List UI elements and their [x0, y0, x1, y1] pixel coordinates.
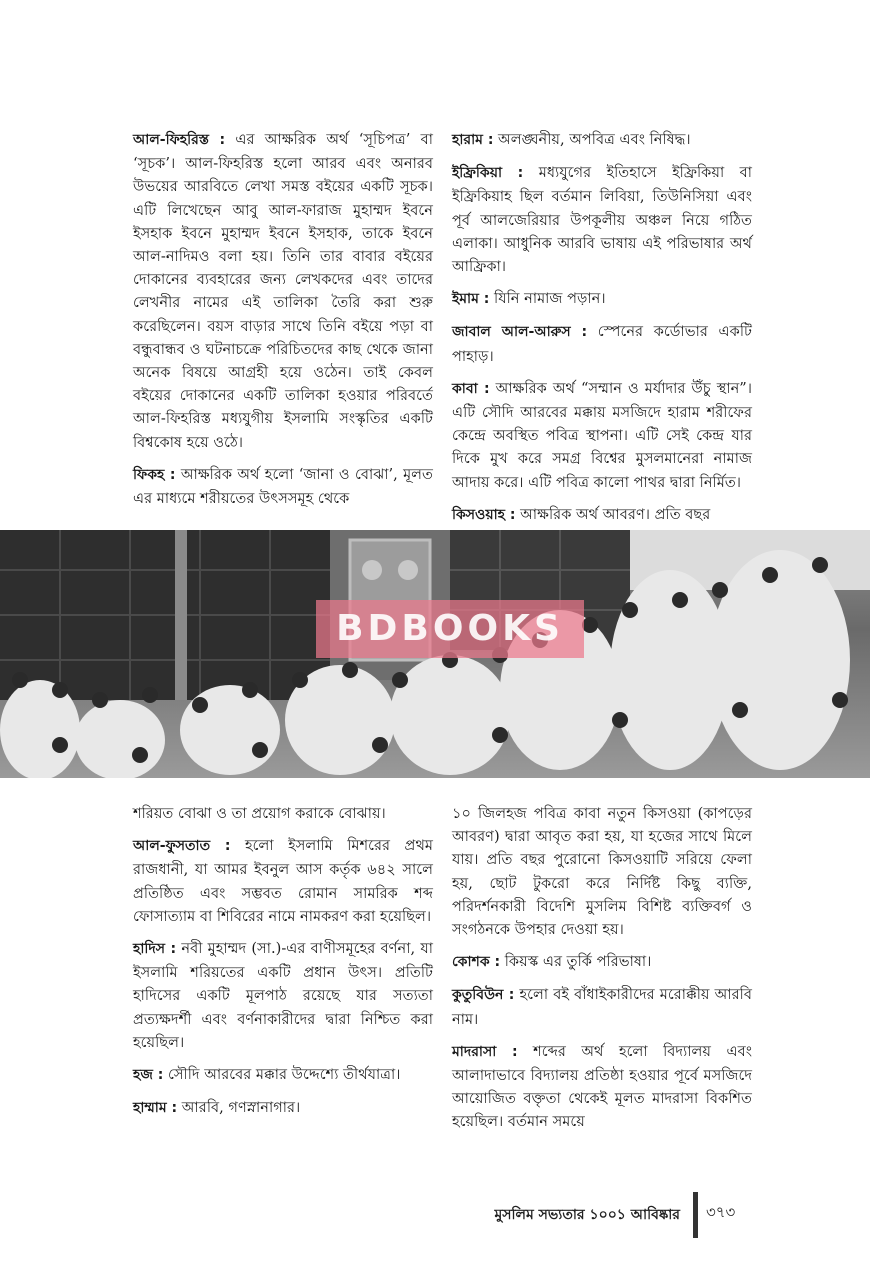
glossary-definition: নবী মুহাম্মদ (সা.)-এর বাণীসমূহের বর্ণনা, যা ইসলামি শরিয়তের একটি প্রধান উৎস। প্রতিটি হাদিসের একটি মূলপাঠ রয়েছে যার সত্যতা প্রত্যক্ষদর্শী এবং বর্ণনাকারীদের দ্বারা নিশ্চিত করা হয়েছিল।	[133, 940, 433, 1051]
glossary-term: হাদিস :	[133, 941, 177, 958]
glossary-definition: স্পেনের কর্ডোভার একটি পাহাড়।	[452, 323, 752, 365]
glossary-term: হারাম :	[452, 132, 494, 148]
glossary-entry	[452, 950, 752, 974]
glossary-entry	[452, 1040, 752, 1134]
glossary-term: কিসওয়াহ :	[452, 506, 516, 523]
glossary-entry	[452, 377, 752, 494]
glossary-term: কুতুবিউন :	[452, 987, 515, 1004]
glossary-entry	[133, 802, 433, 825]
glossary-definition: সৌদি আরবের মক্কার উদ্দেশ্যে তীর্থযাত্রা।	[163, 1066, 401, 1084]
glossary-term: হাম্মাম :	[133, 1100, 178, 1117]
glossary-entry	[452, 320, 752, 367]
glossary-definition: কিয়স্ক এর তুর্কি পরিভাষা।	[500, 953, 652, 971]
page-number: ৩৭৩	[706, 1203, 736, 1221]
glossary-definition: আক্ষরিক অর্থ হলো ‘জানা ও বোঝা’, মূলত এর মাধ্যমে শরীয়তের উৎসসমূহ থেকে	[133, 465, 434, 508]
glossary-term: জাবাল আল-আরুস :	[452, 324, 588, 341]
glossary-definition: হলো বই বাঁধাইকারীদের মরোক্কীয় আরবি নাম।	[452, 986, 752, 1028]
glossary-entry	[133, 128, 433, 454]
glossary-term: আল-ফিহরিস্ত :	[133, 132, 226, 148]
glossary-definition: এর আক্ষরিক অর্থ ‘সূচিপত্র’ বা ‘সূচক’। আল-ফিহরিস্ত হলো আরব এবং অনারব উভয়ের আরবিতে লেখা সমস্ত বইয়ের একটি সূচক। এটি লিখেছেন আবু আল-ফারাজ মুহাম্মদ ইবনে ইসহাক ইবনে মুহাম্মদ ইবনে ইসহাক, তাকে ইবনে আল-নাদিমও বলা হয়। তিনি তার বাবার বইয়ের দোকানের ব্যবহারের জন্য লেখকদের এবং তাদের লেখনীর নামের এই তালিকা তৈরি করা শুরু করেছিলেন। বয়স বাড়ার সাথে তিনি বইয়ে পড়া বা বন্ধুবান্ধব ও ঘটনাচক্রে পরিচিতদের কাছ থেকে জানা অনেক বিষয়ে আগ্রহী হয়ে ওঠেন। তাই কেবল বইয়ের দোকানের একটি তালিকা হওয়ার পরিবর্তে আল-ফিহরিস্ত মধ্যযুগীয় ইসলামি সংস্কৃতির একটি বিশ্বকোষ হয়ে ওঠে।	[133, 131, 433, 451]
glossary-definition: আক্ষরিক অর্থ “সম্মান ও মর্যাদার উঁচু স্থান”। এটি সৌদি আরবের মক্কায় মসজিদে হারাম শরীফের কেন্দ্রে অবস্থিত পবিত্র স্থাপনা। এটি সেই কেন্দ্র যার দিকে মুখ করে সমগ্র বিশ্বের মুসলমানেরা নামাজ আদায় করে। এটি পবিত্র কালো পাথর দ্বারা নির্মিত।	[452, 379, 752, 491]
running-footer-book-title: মুসলিম সভ্যতার ১০০১ আবিষ্কার	[494, 1207, 680, 1223]
glossary-term: কাবা :	[452, 380, 490, 397]
glossary-entry	[452, 161, 752, 278]
glossary-entry	[133, 834, 433, 928]
glossary-definition: শরিয়ত বোঝা ও তা প্রয়োগ করাকে বোঝায়।	[133, 805, 386, 822]
glossary-definition: হলো ইসলামি মিশরের প্রথম রাজধানী, যা আমর ইবনুল আস কর্তৃক ৬৪২ সালে প্রতিষ্ঠিত এবং সম্ভবত রোমান সামরিক শব্দ ফোসাত্যাম বা শিবিরের নামে নামকরণ করা হয়েছিল।	[133, 837, 433, 925]
glossary-entry	[133, 463, 433, 510]
glossary-entry	[452, 802, 752, 941]
glossary-entry	[452, 287, 752, 311]
glossary-column-top-right	[452, 128, 752, 536]
glossary-entry	[133, 1063, 433, 1087]
glossary-entry	[452, 503, 752, 527]
glossary-definition: আক্ষরিক অর্থ আবরণ। প্রতি বছর	[515, 505, 711, 523]
glossary-definition: শব্দের অর্থ হলো বিদ্যালয় এবং আলাদাভাবে বিদ্যালয় প্রতিষ্ঠা হওয়ার পূর্বে মসজিদে আয়োজিত বক্তৃতা থেকেই মূলত মাদরাসা বিকশিত হয়েছিল। বর্তমান সময়ে	[452, 1042, 752, 1131]
glossary-entry	[452, 128, 752, 152]
glossary-definition: যিনি নামাজ পড়ান।	[489, 290, 606, 308]
glossary-term: ইমাম :	[452, 291, 490, 308]
glossary-term: ফিকহ :	[133, 466, 176, 483]
glossary-term: হজ :	[133, 1067, 164, 1084]
glossary-term: আল-ফুসতাত :	[133, 838, 231, 855]
glossary-term: কোশক :	[452, 954, 501, 971]
watermark: BDBOOKS	[316, 600, 584, 658]
glossary-column-bottom-right	[452, 802, 752, 1143]
glossary-column-bottom-left	[133, 802, 433, 1129]
glossary-definition: আরবি, গণস্নানাগার।	[177, 1099, 301, 1117]
glossary-definition: অলঙ্ঘনীয়, অপবিত্র এবং নিষিদ্ধ।	[493, 131, 691, 148]
footer-divider	[693, 1192, 698, 1238]
glossary-entry	[133, 1096, 433, 1120]
glossary-definition: ১০ জিলহজ পবিত্র কাবা নতুন কিসওয়া (কাপড়ের আবরণ) দ্বারা আবৃত করা হয়, যা হজের সাথে মিলে যায়। প্রতি বছর পুরোনো কিসওয়াটি সরিয়ে ফেলা হয়, ছোট টুকরো করে নির্দিষ্ট কিছু ব্যক্তি, পরিদর্শনকারী বিদেশি মুসলিম বিশিষ্ট ব্যক্তিবর্গ ও সংগঠনকে উপহার দেওয়া হয়।	[452, 805, 752, 939]
glossary-definition: মধ্যযুগের ইতিহাসে ইফ্রিকিয়া বা ইফ্রিকিয়াহ ছিল বর্তমান লিবিয়া, তিউনিসিয়া এবং পূর্ব আলজেরিয়ার উপকূলীয় অঞ্চল নিয়ে গঠিত এলাকা। আধুনিক আরবি ভাষায় এই পরিভাষার অর্থ আফ্রিকা।	[452, 164, 752, 276]
glossary-column-top-left	[133, 128, 433, 519]
glossary-entry	[452, 983, 752, 1030]
glossary-entry	[133, 937, 433, 1054]
glossary-term: ইফ্রিকিয়া :	[452, 165, 524, 182]
glossary-term: মাদরাসা :	[452, 1043, 518, 1060]
